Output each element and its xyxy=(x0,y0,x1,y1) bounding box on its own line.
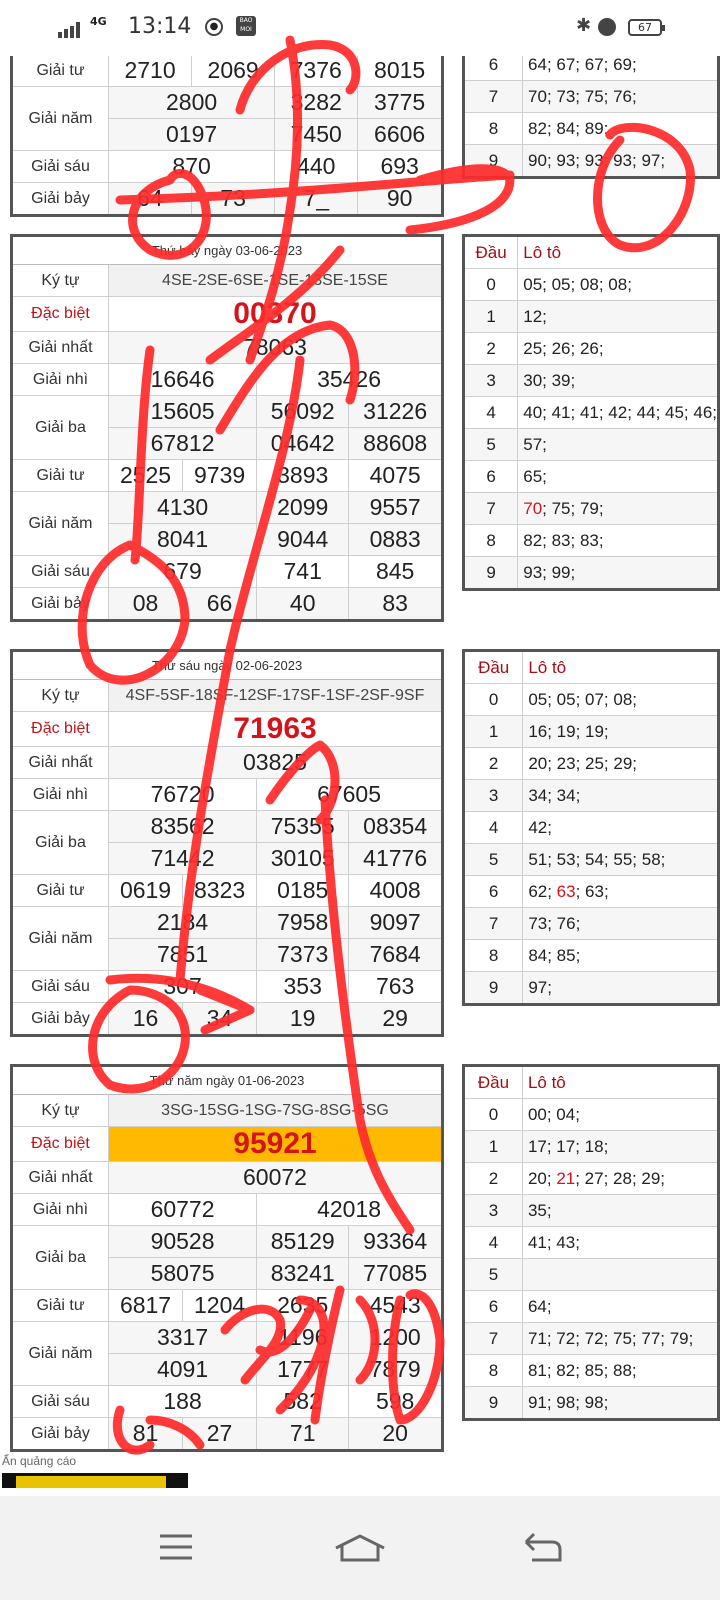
prize-number: 9557 xyxy=(349,492,443,524)
ky-tu-codes: 4SE-2SE-6SE-1SE-13SE-15SE xyxy=(109,265,443,297)
draw-date: Thứ bảy ngày 03-06-2023 xyxy=(12,236,443,265)
prize-number: 6606 xyxy=(358,119,443,151)
prize-number: 6817 xyxy=(109,1290,183,1322)
loto-values: 81; 82; 85; 88; xyxy=(527,1360,637,1380)
recent-apps-button[interactable] xyxy=(146,1522,206,1572)
loto-head: 5 xyxy=(464,1259,523,1291)
bluetooth-icon: ✱ xyxy=(576,15,592,36)
row-label: Giải ba xyxy=(12,811,109,875)
loto-head: 2 xyxy=(464,333,518,365)
loto-head: 9 xyxy=(464,1387,523,1420)
loto-head: 8 xyxy=(464,113,523,145)
prize-number: 307 xyxy=(109,971,257,1003)
loto-row xyxy=(518,301,719,333)
loto-values: 64; xyxy=(527,1296,552,1316)
row-label: Giải ba xyxy=(12,396,109,460)
prize-number: 42018 xyxy=(257,1194,443,1226)
loto-values: 93; 99; xyxy=(523,562,576,582)
prize-number: 30105 xyxy=(257,843,349,875)
prize-number: 41776 xyxy=(349,843,443,875)
loto-head: 7 xyxy=(464,1323,523,1355)
loto-values: 64; 67; 67; 69; xyxy=(523,56,719,81)
loto-head: 8 xyxy=(464,525,518,557)
row-label: Giải bảy xyxy=(12,588,109,621)
prize-number: 16646 xyxy=(109,364,257,396)
loto-head-header: Đầu xyxy=(464,1066,523,1099)
loto-head: 2 xyxy=(464,748,523,780)
system-nav-bar xyxy=(0,1496,720,1600)
prize-number: 2710 xyxy=(109,56,192,87)
loto-row xyxy=(522,1227,718,1259)
prize-number: 34 xyxy=(183,1003,257,1036)
prize-number: 71 xyxy=(257,1418,349,1451)
prize-number: 76720 xyxy=(109,779,257,811)
loto-values: 57; xyxy=(523,434,547,454)
prize-number: 0197 xyxy=(109,119,275,151)
loto-values: 84; 85; xyxy=(528,945,581,965)
prize-number: 0185 xyxy=(257,875,349,907)
loto-values: 40; 41; 41; 42; 44; 45; 46; xyxy=(523,402,717,422)
loto-table xyxy=(462,1064,720,1421)
row-label: Giải tư xyxy=(12,875,109,907)
loto-values: 73; 76; xyxy=(528,913,581,933)
row-label: Giải tư xyxy=(12,460,109,492)
prize-number: 4091 xyxy=(109,1354,257,1386)
prize-number: 7684 xyxy=(349,939,443,971)
loto-row xyxy=(518,461,719,493)
status-bar xyxy=(0,0,720,56)
row-label: Giải nhất xyxy=(12,332,109,364)
loto-values: 65; xyxy=(523,466,547,486)
loto-head: 4 xyxy=(464,812,523,844)
loto-row xyxy=(522,1323,718,1355)
loto-head: 7 xyxy=(464,908,523,940)
loto-row xyxy=(522,1163,718,1195)
prize-number: 2099 xyxy=(257,492,349,524)
prize-number: 7958 xyxy=(257,907,349,939)
loto-head: 3 xyxy=(464,780,523,812)
network-type: 4G xyxy=(90,15,107,28)
alarm-icon xyxy=(598,18,616,36)
loto-row xyxy=(518,557,719,590)
loto-values: 05; 05; 07; 08; xyxy=(528,689,638,709)
loto-values: 82; 83; 83; xyxy=(523,530,604,550)
prize-number: 2800 xyxy=(109,87,275,119)
prize-number: 4008 xyxy=(349,875,443,907)
row-label: Giải nhất xyxy=(12,747,109,779)
battery-icon: 67 xyxy=(628,19,662,36)
prize-number: 29 xyxy=(349,1003,443,1036)
loto-row xyxy=(518,333,719,365)
prize-number: 20 xyxy=(349,1418,443,1451)
baomoi-app-icon: BAO MOI xyxy=(236,16,256,36)
loto-values-header: Lô tô xyxy=(518,236,719,269)
loto-row xyxy=(518,493,719,525)
notification-app-icon: ● xyxy=(205,18,223,36)
prize-number: 7373 xyxy=(257,939,349,971)
loto-head: 7 xyxy=(464,493,518,525)
loto-row xyxy=(522,1259,718,1291)
prize-number: 440 xyxy=(275,151,358,183)
loto-row xyxy=(523,940,719,972)
prize-number: 2069 xyxy=(192,56,275,87)
prize-number: 77085 xyxy=(349,1258,443,1290)
home-button[interactable] xyxy=(330,1522,390,1572)
row-label: Giải bảy xyxy=(12,1003,109,1036)
loto-values: 00; 04; xyxy=(527,1104,580,1124)
prize-number: 9739 xyxy=(183,460,257,492)
loto-row xyxy=(523,812,719,844)
loto-head: 9 xyxy=(464,145,523,178)
loto-head: 0 xyxy=(464,269,518,301)
prize-number: 93364 xyxy=(349,1226,443,1258)
loto-row xyxy=(518,269,719,301)
special-prize: 71963 xyxy=(109,712,443,747)
loto-row xyxy=(518,525,719,557)
prize-number: 04642 xyxy=(257,428,349,460)
prize-number: 741 xyxy=(257,556,349,588)
loto-head: 8 xyxy=(464,1355,523,1387)
prize-number: 1204 xyxy=(183,1290,257,1322)
loto-head: 3 xyxy=(464,1195,523,1227)
row-label: Đặc biệt xyxy=(12,712,109,747)
prize-number: 60072 xyxy=(109,1162,443,1194)
prize-number: 0619 xyxy=(109,875,183,907)
loto-row xyxy=(522,1195,718,1227)
loto-head: 2 xyxy=(464,1163,523,1195)
back-button[interactable] xyxy=(512,1522,572,1572)
prize-number: 2184 xyxy=(109,907,257,939)
ky-tu-codes: 4SF-5SF-18SF-12SF-17SF-1SF-2SF-9SF xyxy=(109,680,443,712)
prize-number: 81 xyxy=(109,1418,183,1451)
loto-head: 1 xyxy=(464,1131,523,1163)
prize-number: 7376 xyxy=(275,56,358,87)
prize-number: 8015 xyxy=(358,56,443,87)
loto-row xyxy=(523,780,719,812)
loto-values: 16; 19; 19; xyxy=(528,721,609,741)
loto-head: 7 xyxy=(464,81,523,113)
prize-number: 582 xyxy=(257,1386,349,1418)
prize-number: 40 xyxy=(257,588,349,621)
prize-number: 19 xyxy=(257,1003,349,1036)
loto-values: 71; 72; 72; 75; 77; 79; xyxy=(527,1328,694,1348)
loto-head: 9 xyxy=(464,972,523,1005)
prize-number: 58075 xyxy=(109,1258,257,1290)
loto-row xyxy=(523,844,719,876)
loto-table xyxy=(462,649,720,1006)
loto-values-header: Lô tô xyxy=(523,651,719,684)
loto-row xyxy=(518,397,719,429)
loto-highlight: 63 xyxy=(556,881,576,901)
row-label: Giải năm xyxy=(12,907,109,971)
loto-head: 5 xyxy=(464,429,518,461)
prize-number: 8323 xyxy=(183,875,257,907)
row-label: Giải bảy xyxy=(12,183,109,216)
loto-head-header: Đầu xyxy=(464,651,523,684)
special-prize: 95921 xyxy=(109,1127,443,1162)
prize-number: 353 xyxy=(257,971,349,1003)
loto-row xyxy=(522,1355,718,1387)
loto-values: 62; xyxy=(528,881,557,901)
prize-number: 67812 xyxy=(109,428,257,460)
prize-number: 03825 xyxy=(109,747,443,779)
loto-head: 1 xyxy=(464,301,518,333)
ad-banner[interactable] xyxy=(2,1473,188,1488)
loto-values: ; 27; 28; 29; xyxy=(575,1168,666,1188)
loto-values: 41; 43; xyxy=(527,1232,580,1252)
row-label: Giải nhất xyxy=(12,1162,109,1194)
prize-number: 845 xyxy=(349,556,443,588)
prize-number: 83 xyxy=(349,588,443,621)
prize-number: 1777 xyxy=(257,1354,349,1386)
loto-head: 4 xyxy=(464,397,518,429)
prize-number: 870 xyxy=(109,151,275,183)
loto-values-header: Lô tô xyxy=(522,1066,718,1099)
prize-number: 188 xyxy=(109,1386,257,1418)
prize-number: 9097 xyxy=(349,907,443,939)
prize-number: 3775 xyxy=(358,87,443,119)
row-label: Giải sáu xyxy=(12,556,109,588)
loto-values: 12; xyxy=(523,306,547,326)
loto-row xyxy=(522,1131,718,1163)
row-label: Giải sáu xyxy=(12,1386,109,1418)
draw-date: Thứ sáu ngày 02-06-2023 xyxy=(12,651,443,680)
prize-number: 679 xyxy=(109,556,257,588)
results-content[interactable] xyxy=(0,56,720,1496)
prize-number: 693 xyxy=(358,151,443,183)
prize-number: 9044 xyxy=(257,524,349,556)
row-label: Giải tư xyxy=(12,1290,109,1322)
result-table xyxy=(10,649,444,1037)
loto-head: 6 xyxy=(464,56,523,81)
prize-number: 90528 xyxy=(109,1226,257,1258)
loto-values: 20; 23; 25; 29; xyxy=(528,753,638,773)
loto-highlight: 70 xyxy=(523,498,543,518)
row-label: Giải ba xyxy=(12,1226,109,1290)
prize-number: 4075 xyxy=(349,460,443,492)
prize-number: 67605 xyxy=(257,779,443,811)
loto-values: 82; 84; 89; xyxy=(523,113,719,145)
prize-number: 73 xyxy=(192,183,275,216)
prize-number: 85129 xyxy=(257,1226,349,1258)
prize-number: 35426 xyxy=(257,364,443,396)
row-label: Giải năm xyxy=(12,87,109,151)
signal-icon xyxy=(58,22,86,38)
loto-values: ; 63; xyxy=(575,881,609,901)
prize-number: 7_ xyxy=(275,183,358,216)
loto-head: 9 xyxy=(464,557,518,590)
loto-head-header: Đầu xyxy=(464,236,518,269)
row-label: Giải bảy xyxy=(12,1418,109,1451)
special-prize: 00370 xyxy=(109,297,443,332)
row-label: Giải tư xyxy=(12,56,109,87)
row-label: Giải sáu xyxy=(12,151,109,183)
prize-number: 90 xyxy=(358,183,443,216)
loto-head: 6 xyxy=(464,876,523,908)
prize-number: 08354 xyxy=(349,811,443,843)
row-label: Giải nhì xyxy=(12,1194,109,1226)
loto-table-fragment xyxy=(462,56,720,179)
prize-number: 83241 xyxy=(257,1258,349,1290)
loto-head: 8 xyxy=(464,940,523,972)
loto-values: 30; 39; xyxy=(523,370,576,390)
loto-row xyxy=(523,908,719,940)
result-table xyxy=(10,1064,444,1452)
prize-number: 7851 xyxy=(109,939,257,971)
clock: 13:14 xyxy=(128,14,192,39)
prize-number: 4130 xyxy=(109,492,257,524)
loto-values: 35; xyxy=(527,1200,552,1220)
loto-values: 70; 73; 75; 76; xyxy=(523,81,719,113)
prize-number: 75355 xyxy=(257,811,349,843)
row-label: Giải nhì xyxy=(12,364,109,396)
result-table xyxy=(10,234,444,622)
loto-head: 4 xyxy=(464,1227,523,1259)
prize-number: 27 xyxy=(183,1418,257,1451)
prize-number: 15605 xyxy=(109,396,257,428)
prize-number: 0883 xyxy=(349,524,443,556)
result-table-fragment xyxy=(10,56,444,217)
loto-values: 90; 93; 93; 93; 97; xyxy=(523,145,719,178)
prize-number: 16 xyxy=(109,1003,183,1036)
prize-number: 7879 xyxy=(349,1354,443,1386)
prize-number: 763 xyxy=(349,971,443,1003)
loto-values: 97; xyxy=(528,977,552,997)
loto-values: 25; 26; 26; xyxy=(523,338,604,358)
prize-number: 3282 xyxy=(275,87,358,119)
loto-table xyxy=(462,234,720,591)
prize-number: 2635 xyxy=(257,1290,349,1322)
loto-head: 0 xyxy=(464,1099,523,1131)
loto-row xyxy=(523,972,719,1005)
prize-number: 7450 xyxy=(275,119,358,151)
loto-row xyxy=(522,1387,718,1420)
loto-head: 6 xyxy=(464,461,518,493)
prize-number: 71442 xyxy=(109,843,257,875)
row-label: Ký tự xyxy=(12,265,109,297)
loto-head: 5 xyxy=(464,844,523,876)
prize-number: 64 xyxy=(109,183,192,216)
prize-number: 3317 xyxy=(109,1322,257,1354)
loto-values: 20; xyxy=(527,1168,557,1188)
row-label: Giải sáu xyxy=(12,971,109,1003)
loto-row xyxy=(518,429,719,461)
prize-number: 60772 xyxy=(109,1194,257,1226)
prize-number: 88608 xyxy=(349,428,443,460)
prize-number: 3893 xyxy=(257,460,349,492)
loto-values: 42; xyxy=(528,817,552,837)
prize-number: 08 xyxy=(109,588,183,621)
loto-values: 34; 34; xyxy=(528,785,581,805)
prize-number: 31226 xyxy=(349,396,443,428)
loto-row xyxy=(523,716,719,748)
row-label: Đặc biệt xyxy=(12,1127,109,1162)
prize-number: 78063 xyxy=(109,332,443,364)
hide-ad-link[interactable]: Ẩn quảng cáo xyxy=(2,1454,77,1468)
prize-number: 1200 xyxy=(349,1322,443,1354)
draw-date: Thứ năm ngày 01-06-2023 xyxy=(12,1066,443,1095)
loto-highlight: 21 xyxy=(556,1168,576,1188)
row-label: Giải nhì xyxy=(12,779,109,811)
loto-values: 51; 53; 54; 55; 58; xyxy=(528,849,666,869)
loto-row xyxy=(523,876,719,908)
row-label: Đặc biệt xyxy=(12,297,109,332)
loto-head: 3 xyxy=(464,365,518,397)
prize-number: 598 xyxy=(349,1386,443,1418)
loto-values: ; 75; 79; xyxy=(542,498,604,518)
loto-values: 05; 05; 08; 08; xyxy=(523,274,632,294)
loto-head: 0 xyxy=(464,684,523,716)
prize-number: 56092 xyxy=(257,396,349,428)
loto-row xyxy=(523,684,719,716)
prize-number: 4543 xyxy=(349,1290,443,1322)
loto-row xyxy=(523,748,719,780)
prize-number: 2525 xyxy=(109,460,183,492)
row-label: Ký tự xyxy=(12,680,109,712)
prize-number: 66 xyxy=(183,588,257,621)
row-label: Ký tự xyxy=(12,1095,109,1127)
loto-head: 6 xyxy=(464,1291,523,1323)
loto-row xyxy=(522,1291,718,1323)
loto-row xyxy=(518,365,719,397)
loto-values: 17; 17; 18; xyxy=(527,1136,609,1156)
loto-row xyxy=(522,1099,718,1131)
prize-number: 83562 xyxy=(109,811,257,843)
loto-values: 91; 98; 98; xyxy=(527,1392,609,1412)
prize-number: 1196 xyxy=(257,1322,349,1354)
ky-tu-codes: 3SG-15SG-1SG-7SG-8SG-5SG xyxy=(109,1095,443,1127)
loto-head: 1 xyxy=(464,716,523,748)
prize-number: 8041 xyxy=(109,524,257,556)
row-label: Giải năm xyxy=(12,492,109,556)
row-label: Giải năm xyxy=(12,1322,109,1386)
